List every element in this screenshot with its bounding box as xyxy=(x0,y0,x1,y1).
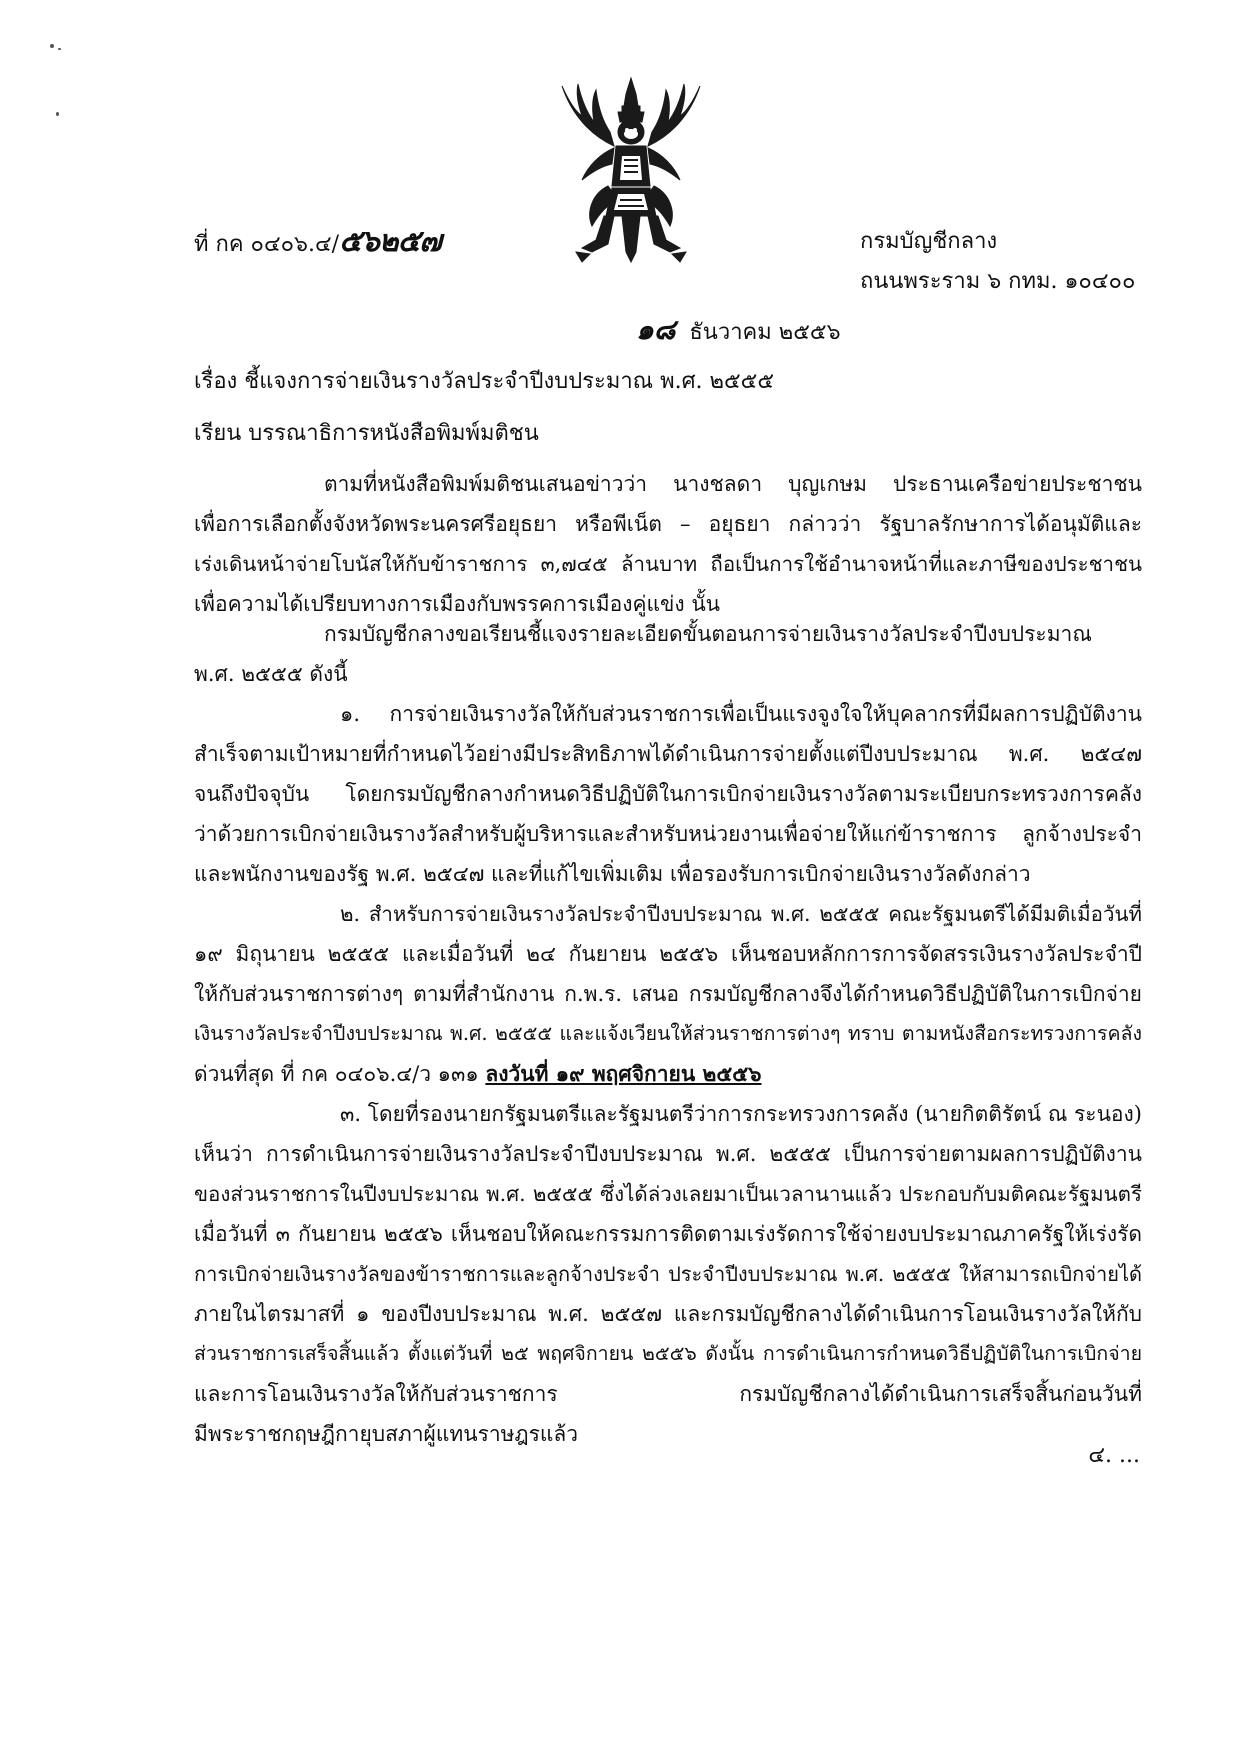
text-line: เมื่อวันที่ ๓ กันยายน ๒๕๕๖ เห็นชอบให้คณะกรรมการติดตามเร่งรัดการใช้จ่ายงบประมาณภาครัฐให้เร่งรัด xyxy=(194,1222,1142,1246)
scan-speck xyxy=(50,44,54,48)
text-line: ๑. การจ่ายเงินรางวัลให้กับส่วนราชการเพื่อเป็นแรงจูงใจให้บุคลากรที่มีผลการปฏิบัติงาน xyxy=(340,702,1142,726)
date-day-handwritten: ๑๘ xyxy=(636,313,676,346)
text-line: สำเร็จตามเป้าหมายที่กำหนดไว้อย่างมีประสิทธิภาพได้ดำเนินการจ่ายตั้งแต่ปีงบประมาณ พ.ศ. ๒๕๔๗ xyxy=(194,742,1142,766)
text-line: มีพระราชกฤษฎีกายุบสภาผู้แทนราษฎรแล้ว xyxy=(194,1422,579,1446)
text-line: ของส่วนราชการในปีงบประมาณ พ.ศ. ๒๕๕๕ ซึ่งได้ล่วงเลยมาเป็นเวลานานแล้ว ประกอบกับมติคณะรัฐมนตรี xyxy=(194,1182,1142,1206)
text-line: เพื่อการเลือกตั้งจังหวัดพระนครศรีอยุธยา หรือพีเน็ต – อยุธยา กล่าวว่า รัฐบาลรักษาการได้อนุมัติและ xyxy=(194,512,1142,536)
continuation-marker: ๔. ... xyxy=(1088,1443,1140,1468)
text-line: เงินรางวัลประจำปีงบประมาณ พ.ศ. ๒๕๕๕ และแจ้งเวียนให้ส่วนราชการต่างๆ ทราบ ตามหนังสือกระทรวงการคลัง xyxy=(194,1022,1142,1045)
scan-speck xyxy=(58,48,61,50)
text-line: กรมบัญชีกลางขอเรียนชี้แจงรายละเอียดขั้นตอนการจ่ายเงินรางวัลประจำปีงบประมาณ xyxy=(324,622,1092,646)
document-date xyxy=(636,310,841,353)
paragraph-intro xyxy=(194,464,1142,624)
paragraph-item-3 xyxy=(194,1094,1142,1454)
text-line: และพนักงานของรัฐ พ.ศ. ๒๕๔๗ และที่แก้ไขเพิ่มเติม เพื่อรองรับการเบิกจ่ายเงินรางวัลดังกล่าว xyxy=(194,862,1031,886)
scan-speck xyxy=(56,112,59,116)
subject-line: เรื่อง ชี้แจงการจ่ายเงินรางวัลประจำปีงบประมาณ พ.ศ. ๒๕๕๕ xyxy=(194,369,774,394)
garuda-emblem-icon xyxy=(552,76,710,266)
reference-label: ที่ กค ๐๔๐๖.๔/ xyxy=(194,232,340,257)
text-line: ให้กับส่วนราชการต่างๆ ตามที่สำนักงาน ก.พ.ร. เสนอ กรมบัญชีกลางจึงได้กำหนดวิธีปฏิบัติในการเบิกจ่าย xyxy=(194,982,1142,1006)
text-line: เร่งเดินหน้าจ่ายโบนัสให้กับข้าราชการ ๓,๗๔๕ ล้านบาท ถือเป็นการใช้อำนาจหน้าที่และภาษีของประชาชน xyxy=(194,552,1142,576)
text-line: ๓. โดยที่รองนายกรัฐมนตรีและรัฐมนตรีว่าการกระทรวงการคลัง (นายกิตติรัตน์ ณ ระนอง) xyxy=(340,1102,1142,1126)
paragraph-item-1 xyxy=(194,694,1142,894)
recipient-line: เรียน บรรณาธิการหนังสือพิมพ์มติชน xyxy=(194,421,539,446)
organization-name: กรมบัญชีกลาง xyxy=(860,229,998,254)
reference-number xyxy=(194,222,441,265)
text-line: พ.ศ. ๒๕๕๕ ดังนี้ xyxy=(194,662,348,686)
text-line: การเบิกจ่ายเงินรางวัลของข้าราชการและลูกจ้างประจำ ประจำปีงบประมาณ พ.ศ. ๒๕๕๕ ให้สามารถเบิกจ่ายได้ xyxy=(194,1262,1142,1286)
reference-handwritten-number: ๕๖๒๕๗ xyxy=(339,224,441,259)
date-month-year: ธันวาคม ๒๕๕๖ xyxy=(689,320,841,345)
text-line: เพื่อความได้เปรียบทางการเมืองกับพรรคการเมืองคู่แข่ง นั้น xyxy=(194,592,721,616)
text-line: จนถึงปัจจุบัน โดยกรมบัญชีกลางกำหนดวิธีปฏิบัติในการเบิกจ่ายเงินรางวัลตามระเบียบกระทรวงการคลัง xyxy=(194,782,1142,806)
reference-text: ด่วนที่สุด ที่ กค ๐๔๐๖.๔/ว ๑๓๑ xyxy=(194,1062,486,1086)
underlined-date: ลงวันที่ ๑๙ พฤศจิกายน ๒๕๕๖ xyxy=(485,1061,762,1086)
text-line: ส่วนราชการเสร็จสิ้นแล้ว ตั้งแต่วันที่ ๒๕ พฤศจิกายน ๒๕๕๖ ดังนั้น การดำเนินการกำหนดวิธีปฏิบัติในการเบิกจ่าย xyxy=(194,1342,1142,1365)
text-line xyxy=(194,1054,1142,1094)
paragraph-explanation xyxy=(194,614,1142,694)
paragraph-item-2 xyxy=(194,894,1142,1094)
text-line: ตามที่หนังสือพิมพ์มติชนเสนอข่าวว่า นางชลดา บุญเกษม ประธานเครือข่ายประชาชน xyxy=(324,472,1142,496)
text-line: ๑๙ มิถุนายน ๒๕๕๕ และเมื่อวันที่ ๒๔ กันยายน ๒๕๕๖ เห็นชอบหลักการการจัดสรรเงินรางวัลประจำปี xyxy=(194,942,1142,966)
text-line: เห็นว่า การดำเนินการจ่ายเงินรางวัลประจำปีงบประมาณ พ.ศ. ๒๕๕๕ เป็นการจ่ายตามผลการปฏิบัติงาน xyxy=(194,1142,1142,1166)
text-line: ภายในไตรมาสที่ ๑ ของปีงบประมาณ พ.ศ. ๒๕๕๗ และกรมบัญชีกลางได้ดำเนินการโอนเงินรางวัลให้กับ xyxy=(194,1302,1142,1326)
organization-address: ถนนพระราม ๖ กทม. ๑๐๔๐๐ xyxy=(860,269,1136,294)
text-line: และการโอนเงินรางวัลให้กับส่วนราชการ กรมบัญชีกลางได้ดำเนินการเสร็จสิ้นก่อนวันที่ xyxy=(194,1382,1142,1406)
text-line: ว่าด้วยการเบิกจ่ายเงินรางวัลสำหรับผู้บริหารและสำหรับหน่วยงานเพื่อจ่ายให้แก่ข้าราชการ ลูกจ้างประจำ xyxy=(194,822,1142,846)
text-line: ๒. สำหรับการจ่ายเงินรางวัลประจำปีงบประมาณ พ.ศ. ๒๕๕๕ คณะรัฐมนตรีได้มีมติเมื่อวันที่ xyxy=(340,902,1142,926)
